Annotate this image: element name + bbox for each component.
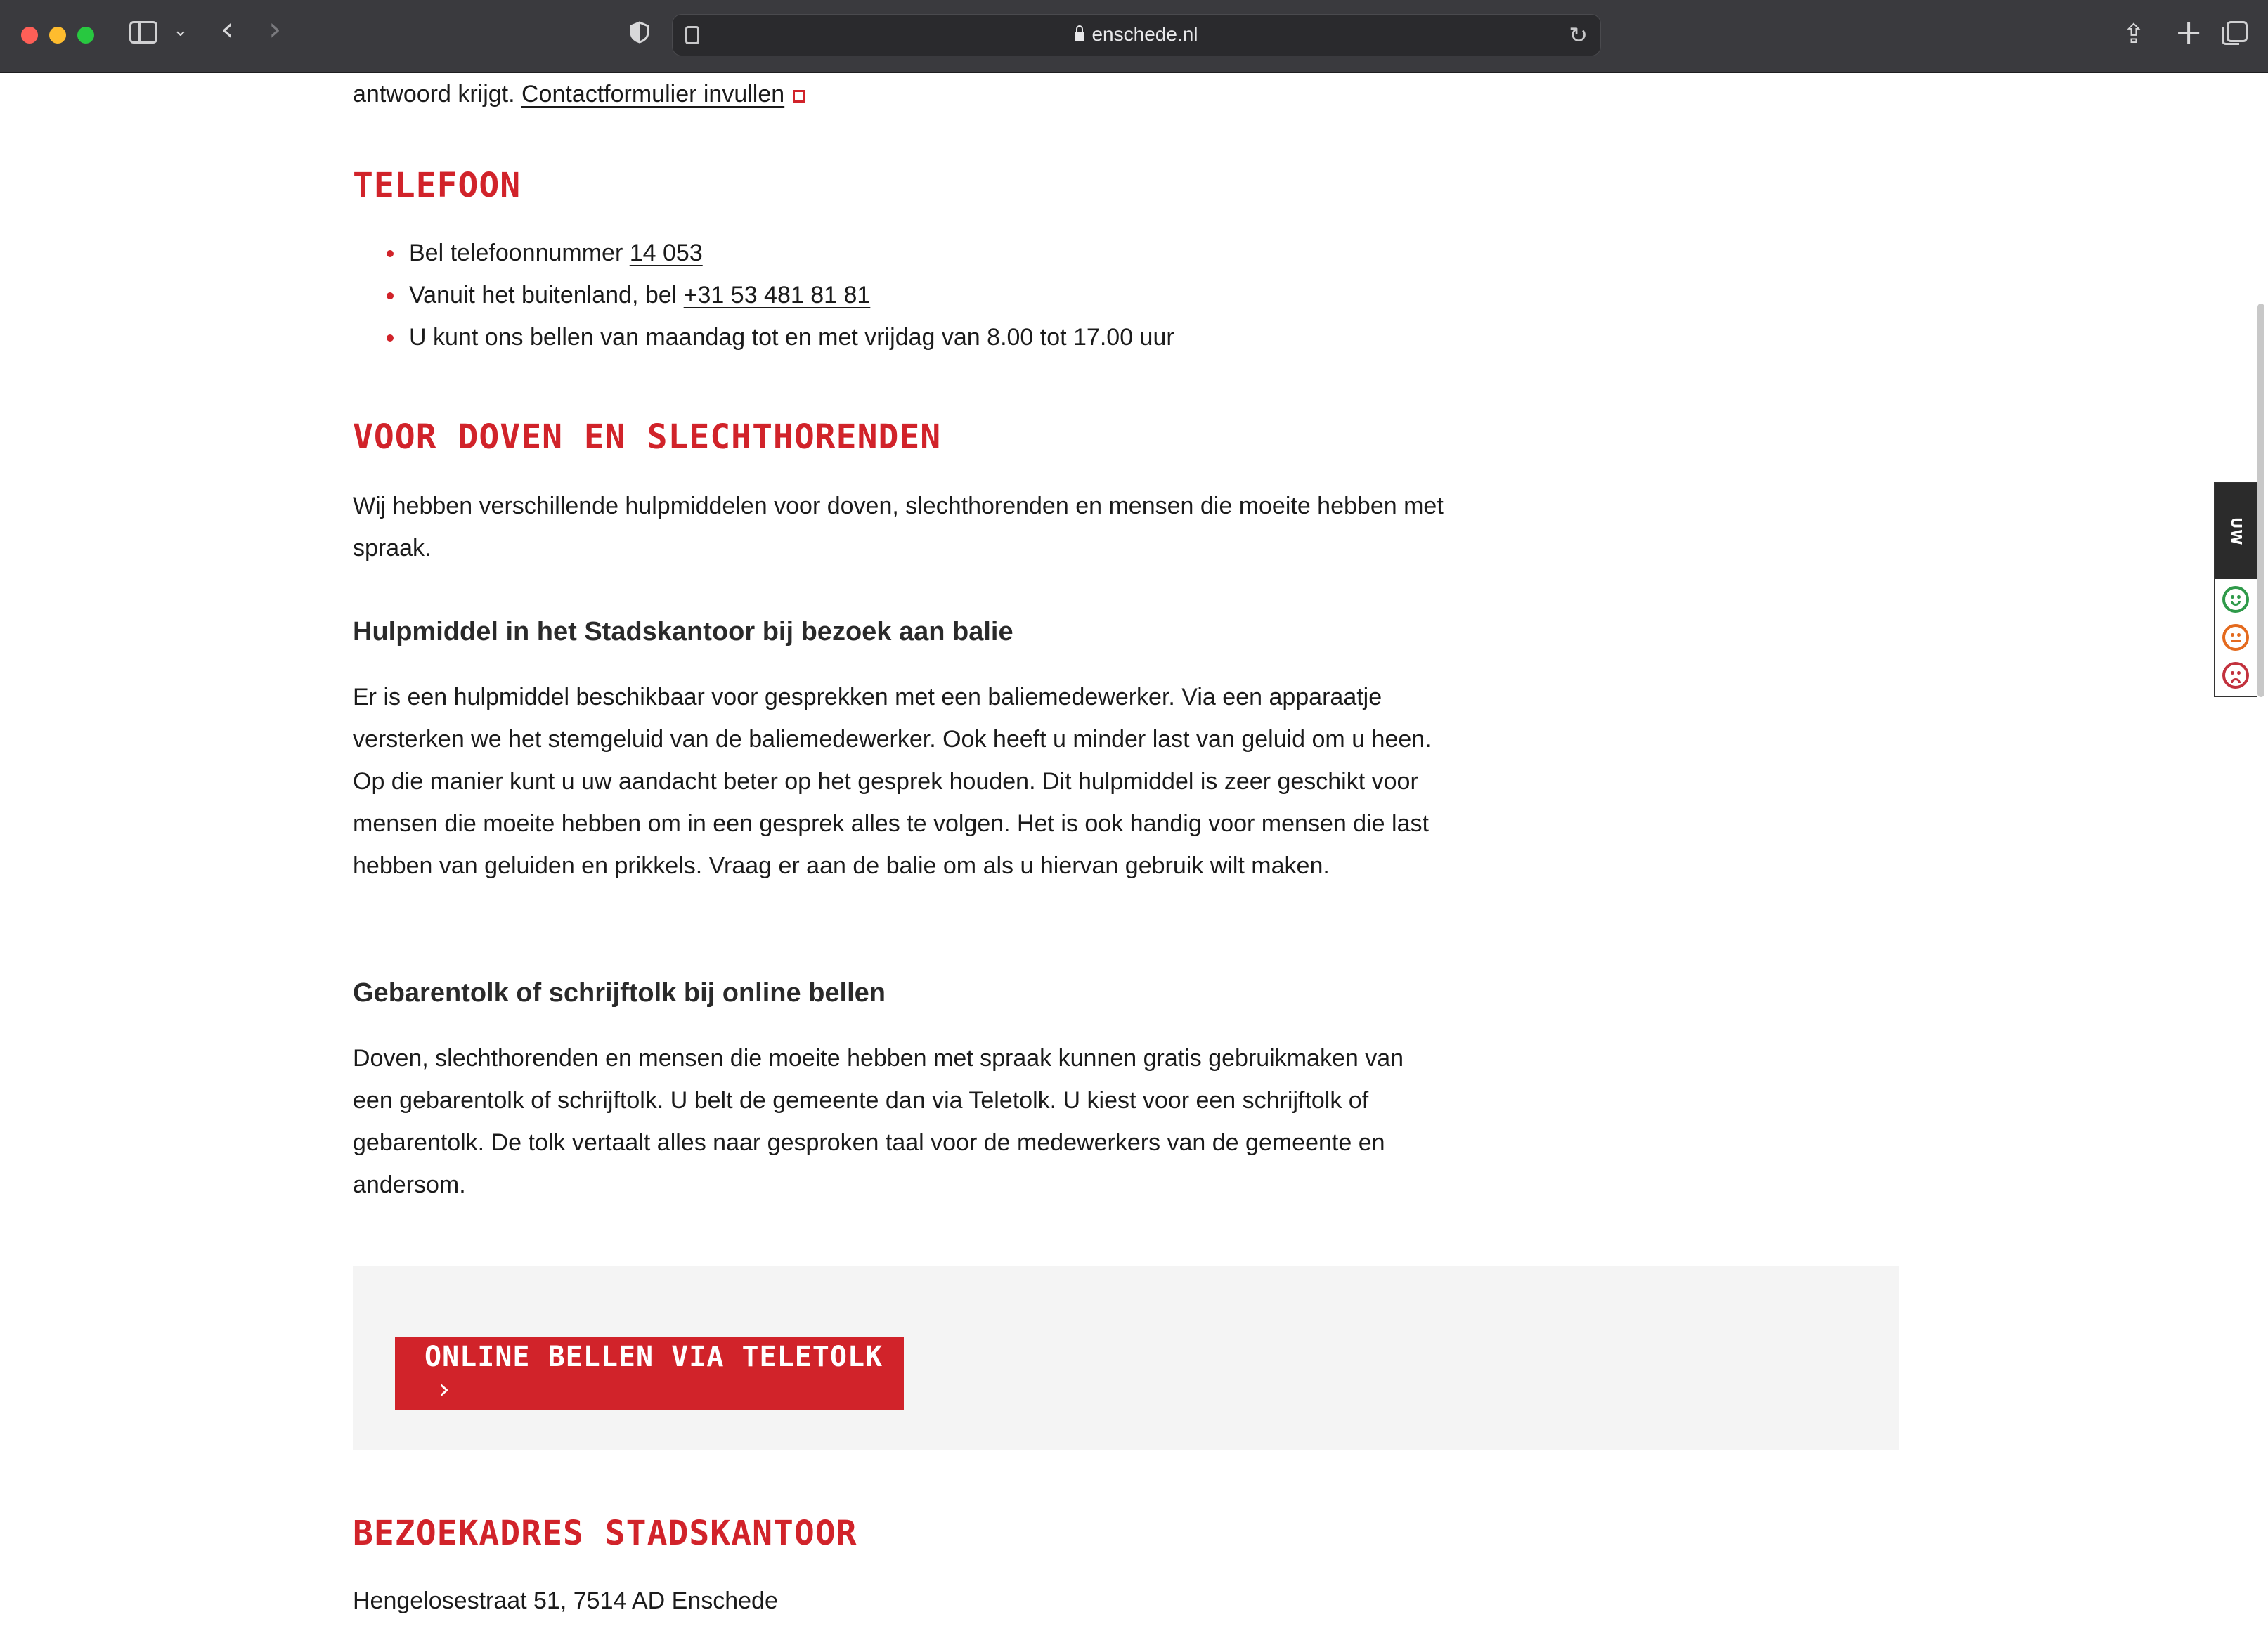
neutral-face-icon[interactable] bbox=[2222, 624, 2249, 651]
close-window-button[interactable] bbox=[21, 27, 38, 44]
zoom-window-button[interactable] bbox=[77, 27, 94, 44]
address-text: Hengelosestraat 51, 7514 AD Enschede bbox=[353, 1587, 778, 1614]
phone-link-international[interactable]: +31 53 481 81 81 bbox=[683, 282, 871, 308]
list-item: Vanuit het buitenland, bel +31 53 481 81 81 bbox=[353, 274, 1449, 316]
minimize-window-button[interactable] bbox=[49, 27, 66, 44]
address-bar[interactable] bbox=[672, 14, 1601, 56]
forward-button[interactable]: › bbox=[268, 10, 282, 48]
balie-text: Er is een hulpmiddel beschikbaar voor gesprekken met een baliemedewerker. Via een apparaatje versterken we het stemgeluid van de baliemedewerker. Ook heeft u minder last van geluid om u heen. Op die manier kunt u uw aandacht beter op het gesprek houden. Dit hulpmiddel is zeer geschikt voor mensen die moeite hebben om in een gesprek alles te volgen. Het is ook handig voor mensen die last hebben van geluiden en prikkels. Vraag er aan de balie om als u hiervan gebruik wilt maken. bbox=[353, 684, 1432, 879]
contact-intro: antwoord krijgt. Contactformulier invullen bbox=[353, 73, 1449, 115]
phone-link-local[interactable]: 14 053 bbox=[629, 240, 703, 266]
sidebar-icon[interactable] bbox=[129, 21, 157, 44]
sad-face-icon[interactable] bbox=[2222, 662, 2249, 689]
external-link-icon bbox=[793, 90, 805, 103]
doven-intro: Wij hebben verschillende hulpmiddelen voor doven, slechthorenden en mensen die moeite hebben met spraak. bbox=[353, 493, 1444, 561]
teletolk-button[interactable]: ONLINE BELLEN VIA TELETOLK› bbox=[395, 1337, 904, 1410]
subheading-balie: Hulpmiddel in het Stadskantoor bij bezoek aan balie bbox=[353, 617, 1013, 647]
share-icon[interactable]: ⇪ bbox=[2123, 18, 2145, 49]
telefoon-list bbox=[353, 232, 1449, 358]
chevron-right-icon: › bbox=[439, 1373, 451, 1405]
heading-doven: VOOR DOVEN EN SLECHTHORENDEN bbox=[353, 417, 942, 457]
new-tab-icon[interactable]: + bbox=[2175, 13, 2203, 52]
privacy-shield-icon[interactable] bbox=[630, 21, 649, 44]
heading-bezoekadres: BEZOEKADRES STADSKANTOOR bbox=[353, 1514, 857, 1553]
list-item: Bel telefoonnummer 14 053 bbox=[353, 232, 1449, 274]
teletolk-text: Doven, slechthorenden en mensen die moeite hebben met spraak kunnen gratis gebruikmaken van een gebarentolk of schrijftolk. U belt de gemeente dan via Teletolk. U kiest voor een schrijftolk of gebarentolk. De tolk vertaalt alles naar gesproken taal voor de medewerkers van de gemeente en andersom. bbox=[353, 1045, 1404, 1198]
chevron-down-icon[interactable]: ⌄ bbox=[173, 20, 188, 41]
contact-form-link[interactable]: Contactformulier invullen bbox=[521, 81, 785, 108]
url-text: enschede.nl bbox=[1091, 23, 1198, 45]
browser-toolbar bbox=[0, 0, 2268, 73]
back-button[interactable]: ‹ bbox=[221, 10, 234, 48]
lock-icon bbox=[1075, 32, 1084, 41]
feedback-widget[interactable] bbox=[2186, 482, 2257, 697]
feedback-label[interactable]: UW REACTIE bbox=[2215, 483, 2257, 579]
happy-face-icon[interactable] bbox=[2222, 586, 2249, 613]
cta-panel bbox=[353, 1266, 1899, 1450]
tab-overview-icon[interactable] bbox=[2227, 21, 2248, 42]
heading-telefoon: TELEFOON bbox=[353, 166, 521, 205]
scrollbar[interactable] bbox=[2257, 304, 2264, 697]
list-item: U kunt ons bellen van maandag tot en met vrijdag van 8.00 tot 17.00 uur bbox=[353, 316, 1449, 358]
reload-icon[interactable]: ↻ bbox=[1569, 22, 1588, 48]
page-content bbox=[0, 73, 2268, 1650]
subheading-teletolk: Gebarentolk of schrijftolk bij online bellen bbox=[353, 978, 886, 1008]
